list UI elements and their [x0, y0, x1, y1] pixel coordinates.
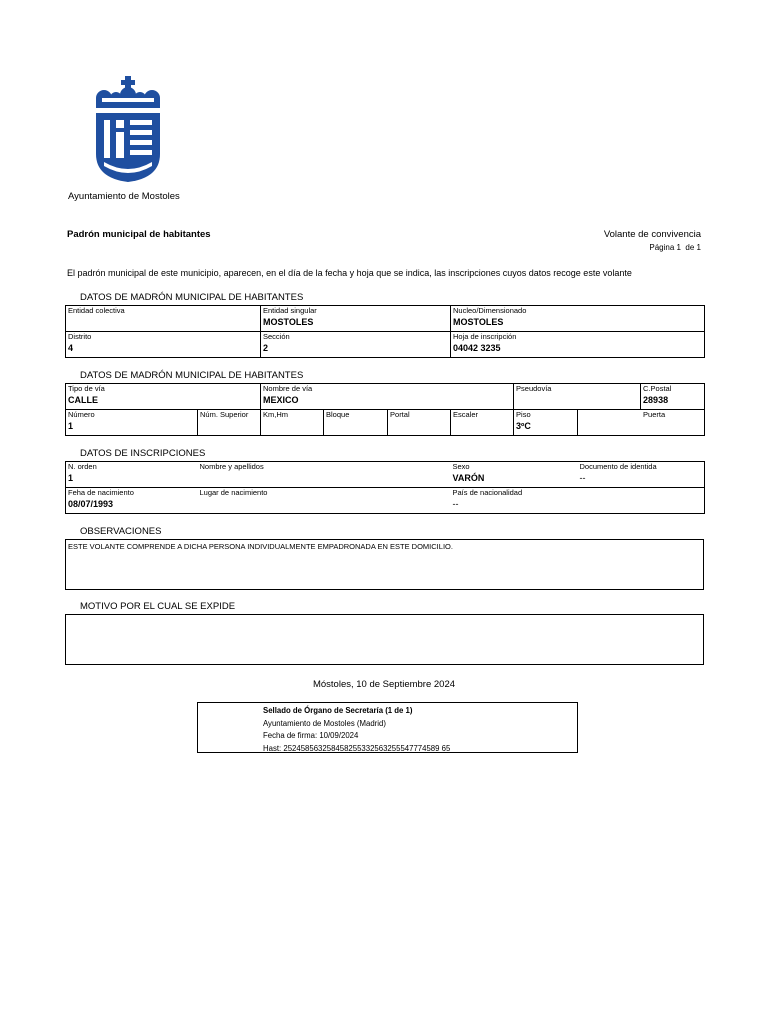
seccion-value: 2: [263, 343, 269, 353]
motivo-title: MOTIVO POR EL CUAL SE EXPIDE: [80, 601, 236, 612]
pais-cell: [451, 488, 705, 514]
numero-value: 1: [68, 421, 74, 431]
document-title: Padrón municipal de habitantes: [67, 229, 211, 240]
lugar-nac-cell: [198, 488, 451, 514]
cpostal-cell: [641, 384, 705, 410]
bloque-cell: [324, 410, 388, 436]
section-inscripciones-title: DATOS DE INSCRIPCIONES: [80, 448, 206, 459]
tipo-via-value: CALLE: [68, 395, 98, 405]
puerta-cell: [578, 410, 705, 436]
distrito-label: Distrito: [68, 332, 92, 341]
fecha-nac-value: 08/07/1993: [68, 499, 114, 509]
entidad-colectiva-label: Entidad colectiva: [68, 306, 125, 315]
nucleo-label: Nucleo/Dimensionado: [453, 306, 527, 315]
piso-label: Piso: [516, 410, 531, 419]
piso-cell: [514, 410, 578, 436]
fecha-nac-label: Feha de nacimiento: [68, 488, 134, 497]
pseudovia-cell: [514, 384, 641, 410]
nombre-via-value: MEXICO: [263, 395, 299, 405]
entidad-singular-cell: [261, 306, 451, 332]
padron-table: [65, 305, 705, 358]
observaciones-text: ESTE VOLANTE COMPRENDE A DICHA PERSONA INDIVIDUALMENTE EMPADRONADA EN ESTE DOMICILIO.: [68, 542, 453, 551]
hoja-cell: [451, 332, 705, 358]
observaciones-title: OBSERVACIONES: [80, 526, 162, 537]
pais-label: País de nacionalidad: [452, 488, 523, 497]
cpostal-label: C.Postal: [643, 384, 672, 393]
page-number: Página 1 de 1: [649, 243, 701, 252]
sexo-value: VARÓN: [452, 473, 485, 483]
pais-value: --: [452, 499, 459, 509]
lugar-nac-label: Lugar de nacimiento: [199, 488, 268, 497]
nombre-via-label: Nombre de vía: [263, 384, 313, 393]
seal-signature-date: Fecha de firma: 10/09/2024: [263, 731, 359, 740]
motivo-text: [66, 615, 703, 619]
entidad-singular-value: MOSTOLES: [263, 317, 314, 327]
signature-seal-box: [197, 702, 578, 753]
sexo-label: Sexo: [452, 462, 470, 471]
documento-value: --: [579, 473, 586, 483]
entidad-singular-label: Entidad singular: [263, 306, 317, 315]
portal-label: Portal: [390, 410, 410, 419]
organization-name: Ayuntamiento de Mostoles: [68, 191, 180, 202]
intro-text: El padrón municipal de este municipio, aparecen, en el día de la fecha y hoja que se indica, las inscripciones cuyos datos recoge este volante: [67, 268, 632, 278]
domicilio-table: [65, 383, 705, 436]
pseudovia-label: Pseudovía: [516, 384, 552, 393]
nombre-label: Nombre y apellidos: [199, 462, 264, 471]
documento-cell: [578, 462, 705, 488]
nucleo-value: MOSTOLES: [453, 317, 504, 327]
numero-cell: [66, 410, 198, 436]
entidad-colectiva-cell: [66, 306, 261, 332]
nombre-via-cell: [261, 384, 514, 410]
num-superior-label: Núm. Superior: [200, 410, 249, 419]
portal-cell: [388, 410, 451, 436]
km-hm-label: Km,Hm: [263, 410, 289, 419]
n-orden-label: N. orden: [68, 462, 97, 471]
municipal-coat-of-arms-logo: [94, 76, 162, 184]
escaler-label: Escaler: [453, 410, 479, 419]
section-padron-title: DATOS DE MADRÓN MUNICIPAL DE HABITANTES: [80, 292, 304, 303]
bloque-label: Bloque: [326, 410, 350, 419]
escaler-cell: [451, 410, 514, 436]
section-domicilio-title: DATOS DE MADRÓN MUNICIPAL DE HABITANTES: [80, 370, 304, 381]
hoja-label: Hoja de inscripción: [453, 332, 517, 341]
seal-hash: Hast: 252458563258458255332563255547774589 65: [263, 743, 451, 753]
n-orden-cell: [66, 462, 198, 488]
num-superior-cell: [198, 410, 261, 436]
document-type: Volante de convivencia: [603, 229, 701, 240]
issue-date-line: Móstoles, 10 de Septiembre 2024: [312, 679, 456, 690]
sexo-cell: [451, 462, 578, 488]
cpostal-value: 28938: [643, 395, 669, 405]
km-hm-cell: [261, 410, 324, 436]
observaciones-box: [65, 539, 704, 590]
nombre-cell: [198, 462, 451, 488]
seccion-label: Sección: [263, 332, 290, 341]
puerta-label: Puerta: [643, 410, 666, 419]
tipo-via-label: Tipo de vía: [68, 384, 105, 393]
documento-label: Documento de identida: [579, 462, 657, 471]
numero-label: Número: [68, 410, 95, 419]
seccion-cell: [261, 332, 451, 358]
distrito-cell: [66, 332, 261, 358]
distrito-value: 4: [68, 343, 74, 353]
inscripciones-table: [65, 461, 705, 514]
fecha-nac-cell: [66, 488, 198, 514]
nucleo-cell: [451, 306, 705, 332]
motivo-box: [65, 614, 704, 665]
n-orden-value: 1: [68, 473, 74, 483]
piso-value: 3ºC: [516, 421, 531, 431]
hoja-value: 04042 3235: [453, 343, 501, 353]
tipo-via-cell: [66, 384, 261, 410]
seal-title: Sellado de Órgano de Secretaría (1 de 1): [263, 706, 413, 715]
seal-organization: Ayuntamiento de Mostoles (Madrid): [263, 718, 386, 728]
